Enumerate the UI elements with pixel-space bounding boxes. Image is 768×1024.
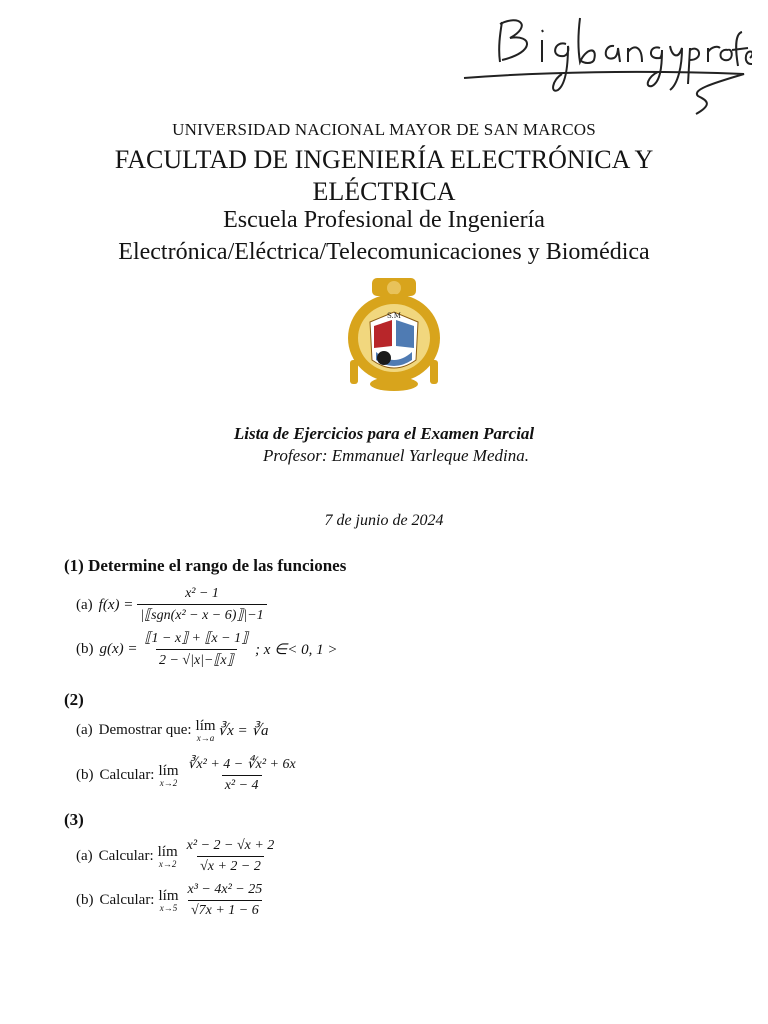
fraction: [185, 882, 266, 919]
school-name: [0, 204, 768, 268]
problem-1b: [76, 630, 338, 669]
item-label: (a): [76, 596, 93, 613]
function-lhs: g(x) =: [99, 641, 138, 657]
domain-condition: ; x ∈< 0, 1 >: [255, 642, 338, 658]
problem-3a: [76, 838, 281, 875]
handwritten-signature: [462, 4, 752, 122]
instruction-text: Calcular:: [99, 766, 155, 783]
school-line-2: Electrónica/Eléctrica/Telecomunicaciones y Biomédica: [118, 239, 650, 265]
problem-1a: [76, 586, 271, 624]
limit-operator: [158, 888, 178, 913]
numerator: x² − 1: [185, 586, 219, 601]
item-label: (b): [76, 766, 94, 783]
instruction-text: Demostrar que:: [98, 722, 192, 738]
professor-name: Profesor: Emmanuel Yarleque Medina.: [263, 446, 529, 465]
school-line-1: Escuela Profesional de Ingeniería: [223, 207, 545, 233]
limit-subscript: x→a: [196, 733, 215, 743]
fraction: [142, 630, 252, 669]
numerator: x² − 2 − √x + 2: [186, 838, 275, 853]
limit-word: lím: [157, 844, 178, 860]
item-label: (b): [76, 641, 94, 657]
instruction-text: Calcular:: [99, 892, 155, 908]
denominator: x² − 4: [222, 775, 262, 794]
limit-subscript: x→2: [159, 777, 178, 788]
item-label: (b): [76, 892, 94, 908]
limit-word: lím: [158, 762, 179, 779]
fraction: [184, 838, 278, 875]
limit-word: lím: [158, 888, 179, 904]
numerator: ∛x² + 4 − ∜x² + 6x: [187, 757, 296, 772]
university-name: UNIVERSIDAD NACIONAL MAYOR DE SAN MARCOS: [172, 120, 596, 139]
limit-operator: [158, 844, 178, 869]
faculty-name: FACULTAD DE INGENIERÍA ELECTRÓNICA Y ELÉCTRICA: [114, 145, 654, 206]
denominator: √x + 2 − 2: [197, 856, 264, 875]
item-label: (a): [76, 722, 93, 738]
numerator: ⟦1 − x⟧ + ⟦x − 1⟧: [144, 631, 249, 646]
denominator: |⟦sgn(x² − x − 6)⟧|−1: [137, 604, 266, 624]
limit-subscript: x→5: [159, 903, 178, 913]
numerator: x³ − 4x² − 25: [187, 882, 263, 897]
problem-2-heading: (2): [64, 690, 84, 709]
instruction-text: Calcular:: [98, 848, 154, 864]
limit-word: lím: [195, 718, 216, 734]
denominator: 2 − √|x|−⟦x⟧: [156, 649, 237, 669]
function-lhs: f(x) =: [98, 596, 134, 613]
problem-1-heading: (1) Determine el rango de las funciones: [64, 556, 347, 575]
document-date: 7 de junio de 2024: [324, 512, 444, 529]
problem-2b: [76, 756, 303, 794]
fraction: [185, 756, 299, 794]
limit-expression: ∛x = ∛a: [217, 723, 269, 739]
fraction: [137, 586, 266, 624]
limit-subscript: x→2: [158, 859, 177, 869]
limit-operator: [158, 763, 178, 788]
document-title: Lista de Ejercicios para el Examen Parcial: [233, 424, 535, 443]
denominator: √7x + 1 − 6: [188, 900, 262, 919]
problem-3b: [76, 882, 269, 919]
problem-3-heading: (3): [64, 810, 84, 829]
university-seal-icon: [340, 276, 448, 396]
item-label: (a): [76, 848, 93, 864]
problem-2a: [76, 718, 268, 743]
limit-operator: [196, 718, 216, 743]
seal-text: S.M: [387, 312, 401, 320]
